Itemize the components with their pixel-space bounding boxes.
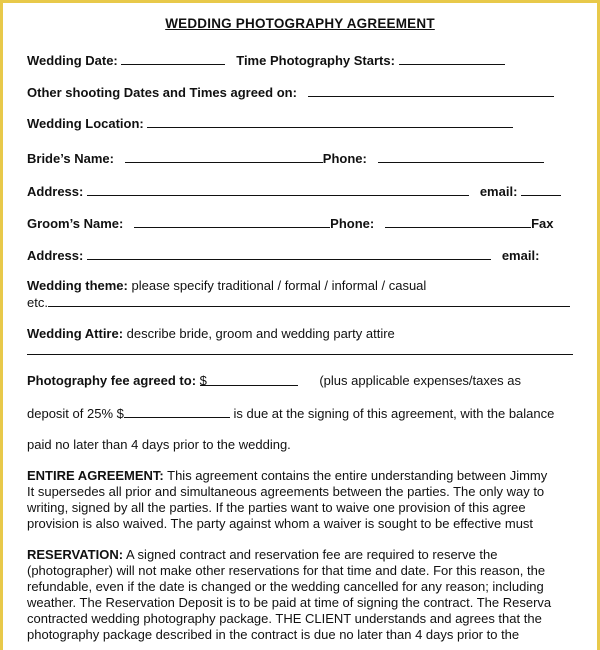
- fee-note: (plus applicable expenses/taxes as: [319, 373, 521, 388]
- row-wedding-location: [27, 115, 513, 132]
- wedding-theme-field[interactable]: [48, 294, 570, 307]
- wedding-attire-field[interactable]: [27, 342, 573, 355]
- row-wedding-attire: [27, 326, 395, 342]
- groom-phone-field[interactable]: [385, 215, 531, 228]
- row-wedding-theme-etc: [27, 294, 570, 311]
- grooms-name-label: Groom’s Name:: [27, 216, 124, 231]
- entire-agreement-line-3: provision is also waived. The party against whom a waiver is sought to be effective must: [27, 516, 534, 531]
- deposit-suffix: is due at the signing of this agreement, with the balance: [233, 406, 555, 421]
- entire-agreement-line-2: writing, signed by all the parties. If the parties want to waive one provision of this agree: [27, 500, 526, 515]
- row-deposit: [27, 405, 554, 422]
- row-bride: [27, 150, 544, 167]
- row-wedding-date: [27, 52, 505, 69]
- row-fee: [27, 373, 521, 389]
- reservation-heading: RESERVATION:: [27, 547, 124, 562]
- time-starts-field[interactable]: [399, 52, 505, 65]
- bride-phone-field[interactable]: [378, 150, 544, 163]
- bride-email-field[interactable]: [521, 183, 561, 196]
- paid-line: paid no later than 4 days prior to the wedding.: [27, 437, 291, 452]
- wedding-location-field[interactable]: [147, 115, 513, 128]
- reservation-line-4: contracted wedding photography package. THE CLIENT understands and agrees that the: [27, 611, 542, 626]
- wedding-date-field[interactable]: [121, 52, 225, 65]
- reservation-line-0: RESERVATION: A signed contract and reservation fee are required to reserve the: [27, 547, 498, 562]
- bride-address-label: Address:: [27, 184, 84, 199]
- row-paid: [27, 437, 291, 453]
- row-groom-address: [27, 247, 539, 264]
- wedding-attire-label: Wedding Attire:: [27, 326, 124, 341]
- entire-agreement-line-1: It supersedes all prior and simultaneous agreements between the parties. The only way to: [27, 484, 545, 499]
- reservation-line-3: weather. The Reservation Deposit is to be paid at time of signing the contract. The Reserva: [27, 595, 552, 610]
- bride-address-field[interactable]: [87, 183, 469, 196]
- groom-address-label: Address:: [27, 248, 84, 263]
- groom-phone-label: Phone:: [330, 216, 375, 231]
- entire-agreement-heading: ENTIRE AGREEMENT:: [27, 468, 164, 483]
- groom-address-field[interactable]: [87, 247, 491, 260]
- reservation-line-2: refundable, even if the date is changed or the wedding cancelled for any reason; including: [27, 579, 544, 594]
- entire-agreement-section: [27, 468, 593, 532]
- row-bride-address: [27, 183, 561, 200]
- row-groom: [27, 215, 553, 232]
- fee-label: Photography fee agreed to:: [27, 373, 197, 388]
- grooms-name-field[interactable]: [134, 215, 330, 228]
- agreement-page: [3, 3, 597, 650]
- bride-email-label: email:: [479, 184, 518, 199]
- entire-agreement-line-0: ENTIRE AGREEMENT: This agreement contains the entire understanding between Jimmy: [27, 468, 548, 483]
- row-other-dates: [27, 84, 554, 101]
- dollar-sign: $: [199, 373, 207, 388]
- time-starts-label: Time Photography Starts:: [236, 53, 395, 68]
- row-wedding-attire-line: [27, 342, 573, 359]
- deposit-prefix: deposit of 25% $: [27, 406, 124, 421]
- groom-fax-label: Fax: [531, 216, 554, 231]
- reservation-line-5: photography package described in the contract is due no later than 4 days prior to the: [27, 627, 520, 642]
- wedding-location-label: Wedding Location:: [27, 116, 144, 131]
- wedding-date-label: Wedding Date:: [27, 53, 118, 68]
- document-title: WEDDING PHOTOGRAPHY AGREEMENT: [165, 16, 435, 31]
- reservation-section: [27, 547, 593, 643]
- other-dates-field[interactable]: [308, 84, 554, 97]
- other-dates-label: Other shooting Dates and Times agreed on:: [27, 85, 297, 100]
- row-wedding-theme: [27, 278, 426, 294]
- deposit-field[interactable]: [124, 405, 230, 418]
- wedding-attire-desc: describe bride, groom and wedding party attire: [126, 326, 395, 341]
- brides-name-field[interactable]: [125, 150, 323, 163]
- bride-phone-label: Phone:: [322, 151, 367, 166]
- brides-name-label: Bride’s Name:: [27, 151, 114, 166]
- wedding-theme-label: Wedding theme:: [27, 278, 128, 293]
- groom-email-label: email:: [501, 248, 540, 263]
- etc-label: etc.: [27, 295, 48, 310]
- fee-field[interactable]: [200, 373, 298, 386]
- wedding-theme-desc: please specify traditional / formal / informal / casual: [131, 278, 427, 293]
- reservation-line-1: (photographer) will not make other reservations for that time and date. For this reason, the: [27, 563, 546, 578]
